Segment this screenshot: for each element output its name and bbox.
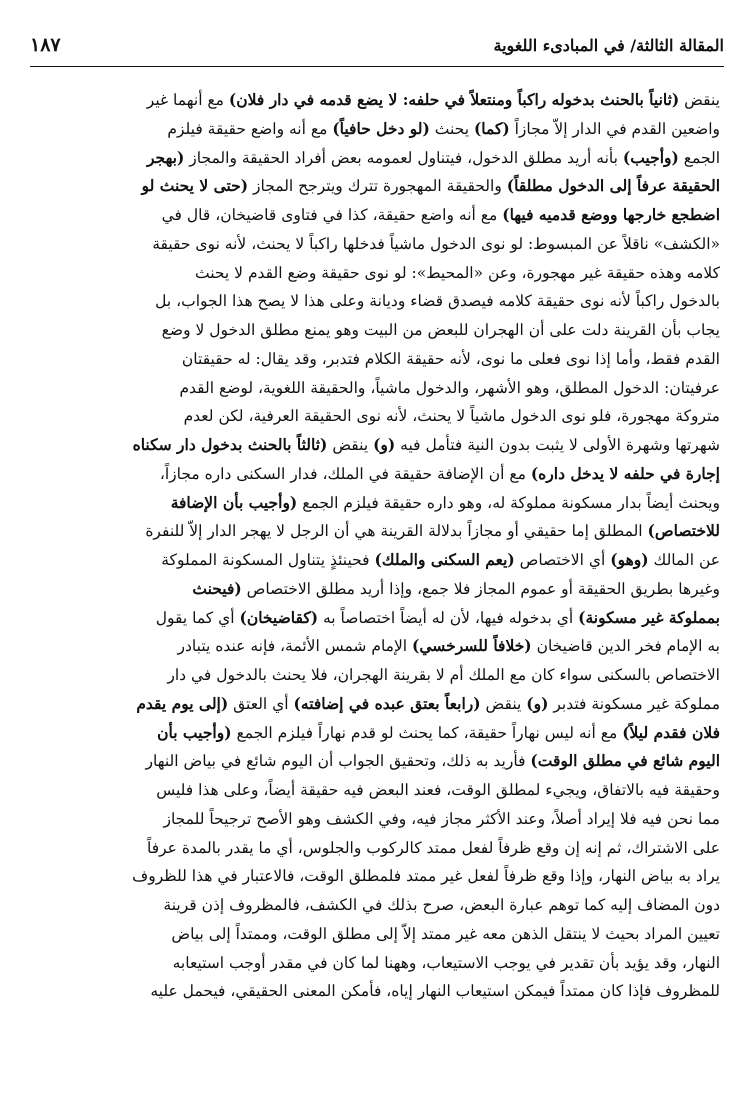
text-line: [33, 489, 720, 518]
bold-matn-text: (و): [526, 693, 549, 713]
text-line: [33, 747, 720, 776]
commentary-text: فحينئذٍ يتناول المسكونة المملوكة: [161, 551, 375, 569]
commentary-text: الاختصاص بالسكنى سواء كان مع الملك أم لا بقرينة الهجران، فلا يحنث بالدخول في دار: [167, 666, 720, 684]
bold-matn-text: (ثالثاً بالحنث بدخول دار سكناه: [132, 435, 328, 454]
commentary-text: ينقض: [679, 91, 720, 109]
commentary-text: أي بدخوله فيها، لأن له أيضاً اختصاصاً به: [318, 608, 579, 627]
commentary-text: القدم فقط، وأما إذا نوى فعلى ما نوى، لأنه حقيقة الكلام فتدبر، وقد يقال: له حقيقتان: [181, 349, 720, 368]
commentary-text: أي الاختصاص: [514, 551, 611, 569]
commentary-text: شهرتها وشهرة الأولى لا يثبت بدون النية فتأمل فيه: [395, 436, 720, 454]
text-line: [33, 172, 720, 201]
page-header: [30, 32, 724, 67]
text-line: [33, 345, 720, 374]
bold-matn-text: للاختصاص): [647, 521, 720, 541]
bold-matn-text: (وأجيب بأن الإضافة: [170, 492, 298, 512]
text-line: [33, 287, 720, 316]
commentary-text: النهار، وقد يؤيد بأن تقدير في يوجب الاستيعاب، وههنا لما كان في مقدر أوجب استيعابه: [172, 953, 720, 972]
bold-matn-text: بمملوكة غير مسكونة): [578, 607, 720, 627]
text-line: [33, 517, 720, 546]
commentary-text: المطلق إما حقيقي أو مجازاً بدلالة القرينة هي أن الرجل لا يهجر الدار إلاّ للنفرة: [145, 522, 648, 541]
text-line: [33, 546, 720, 575]
bold-matn-text: اليوم شائع في مطلق الوقت): [530, 751, 720, 771]
bold-matn-text: فلان فقدم ليلاً): [622, 722, 720, 742]
commentary-text: مع أنه واضع حقيقة فيلزم: [167, 119, 333, 138]
commentary-text: كلامه وهذه حقيقة غير مهجورة، وعن «المحيط»: لو نوى حقيقة وضع القدم لا يحنث: [195, 263, 720, 282]
commentary-text: والحقيقة المهجورة تترك ويترجح المجاز: [248, 177, 507, 196]
text-line: [33, 115, 720, 144]
text-line: [33, 230, 720, 259]
text-line: [33, 575, 720, 604]
commentary-text: يجاب بأن القرينة دلت على أن الهجران للبعض من البيت وهو يمنع مطلق الدخول لا وضع: [161, 321, 720, 339]
commentary-text: مع أنهما غير: [146, 91, 229, 109]
text-line: [33, 661, 720, 690]
commentary-text: به الإمام فخر الدين قاضيخان: [531, 637, 720, 656]
running-head: المقالة الثالثة/ في المبادىء اللغوية: [493, 36, 724, 55]
bold-matn-text: (وأجيب بأن: [157, 722, 232, 742]
commentary-text: مما نحن فيه فلا إيراد أصلاً، وعند الأكثر مجاز فيه، وفي الكشف وهو الأصح ترجيحاً للمجاز: [163, 809, 720, 828]
commentary-text: على الاشتراك، ثم إنه إن وقع ظرفاً لفعل ممتد كالركوب والجلوس، أي ما يقدر بالمدة عرفاً: [146, 838, 720, 857]
commentary-text: دون المضاف إليه كما توهم عبارة البعض، صرح بذلك في الكشف، فالمظروف إذن قرينة: [163, 896, 720, 914]
commentary-text: ويحنث أيضاً بدار مسكونة مملوكة له، وهو داره حقيقة فيلزم الجمع: [297, 493, 720, 512]
text-line: [33, 431, 720, 460]
commentary-text: للمظروف فإذا كان ممتداً فيمكن استيعاب النهار إياه، فأمكن المعنى الحقيقي، فيحمل عليه: [150, 982, 720, 1001]
commentary-text: الإمام شمس الأئمة، فإنه عنده يتبادر: [177, 637, 413, 656]
commentary-text: واضعين القدم في الدار إلاّ مجازاً: [509, 119, 720, 138]
page-number: ١٨٧: [30, 34, 61, 56]
text-line: [33, 862, 720, 891]
bold-matn-text: (فيحنث: [192, 578, 242, 598]
text-line: [33, 920, 720, 949]
commentary-text: عرفيتان: الدخول المطلق، وهو الأشهر، والدخول ماشياً، والحقيقة اللغوية، لوضع القدم: [179, 378, 720, 397]
text-line: [33, 86, 720, 115]
bold-matn-text: (إلى يوم يقدم: [136, 693, 229, 713]
text-line: [33, 604, 720, 633]
bold-matn-text: (لو دخل حافياً): [332, 118, 430, 138]
commentary-text: وحقيقة فيه بالاتفاق، ويجيء لمطلق الوقت، فعند البعض فيه حقيقة أيضاً، وعلى هذا فليس: [156, 781, 720, 799]
commentary-text: وغيرها بطريق الحقيقة أو عموم المجاز فلا جمع، وإذا أريد مطلق الاختصاص: [241, 579, 720, 598]
bold-matn-text: (يعم السكنى والملك): [374, 550, 515, 569]
bold-matn-text: اضطجع خارجها ووضع قدميه فيها): [502, 205, 720, 224]
commentary-text: أي العتق: [228, 694, 294, 713]
bold-matn-text: (وهو): [610, 550, 649, 569]
text-line: [33, 259, 720, 288]
text-line: [33, 690, 720, 719]
bold-matn-text: (و): [373, 435, 396, 454]
text-line: [33, 402, 720, 431]
bold-matn-text: الحقيقة عرفاً إلى الدخول مطلقاً): [506, 176, 720, 196]
commentary-text: ينقض: [480, 694, 527, 713]
text-line: [33, 891, 720, 920]
commentary-text: أي كما يقول: [155, 608, 240, 627]
commentary-text: يراد به بياض النهار، وإذا وقع ظرفاً لفعل غير ممتد فلمطلق الوقت، فالاعتبار في هذا للظروف: [132, 867, 720, 886]
commentary-text: ينقض: [327, 436, 374, 454]
text-line: [33, 949, 720, 978]
bold-matn-text: إجارة في حلفه لا يدخل داره): [530, 463, 720, 483]
text-line: [33, 776, 720, 805]
text-line: [33, 460, 720, 489]
text-line: [33, 144, 720, 173]
text-line: [33, 316, 720, 345]
bold-matn-text: (بهجر: [146, 147, 185, 167]
text-line: [33, 834, 720, 863]
bold-matn-text: (خلافاً للسرخسي): [412, 636, 532, 656]
commentary-text: مع أنه واضع حقيقة، كذا في فتاوى قاضيخان، قال في: [161, 206, 503, 224]
commentary-text: فأريد به ذلك، وتحقيق الجواب أن اليوم شائع في بياض النهار: [145, 752, 531, 771]
text-line: [33, 719, 720, 748]
commentary-text: عن المالك: [648, 551, 720, 569]
text-line: [33, 632, 720, 661]
body-text: [33, 86, 720, 1006]
text-line: [33, 977, 720, 1006]
bold-matn-text: (رابعاً بعتق عبده في إضافته): [293, 693, 481, 713]
commentary-text: بأنه أريد مطلق الدخول، فيتناول لعمومه بعض أفراد الحقيقة والمجاز: [184, 148, 623, 167]
commentary-text: يحنث: [429, 119, 474, 138]
commentary-text: مع أن الإضافة حقيقة في الملك، فدار السكنى داره مجازاً،: [159, 464, 531, 483]
text-line: [33, 805, 720, 834]
bold-matn-text: (ثانياً بالحنث بدخوله راكباً ومنتعلاً في حلفه: لا يضع قدمه في دار فلان): [228, 90, 680, 109]
bold-matn-text: (كما): [473, 118, 510, 138]
bold-matn-text: (وأجيب): [622, 147, 679, 167]
bold-matn-text: (حتى لا يحنث لو: [141, 176, 249, 196]
commentary-text: الجمع: [678, 148, 720, 167]
commentary-text: متروكة مهجورة، فلو نوى الدخول ماشياً لا يحنث، لأنه نوى الحقيقة العرفية، لكن لعدم: [183, 407, 720, 426]
commentary-text: «الكشف» ناقلاً عن المبسوط: لو نوى الدخول ماشياً فدخلها راكباً لا يحنث، لأنه نوى حقيقة: [152, 234, 720, 253]
commentary-text: مع أنه ليس نهاراً حقيقة، كما يحنث لو قدم نهاراً فيلزم الجمع: [231, 723, 623, 742]
bold-matn-text: (كقاضيخان): [239, 607, 319, 627]
text-line: [33, 374, 720, 403]
commentary-text: مملوكة غير مسكونة فتدبر: [548, 694, 720, 713]
text-line: [33, 201, 720, 230]
commentary-text: بالدخول راكباً لأنه نوى حقيقة كلامه فيصدق قضاء وديانة وعلى هذا لا يصح هذا الجواب، بل: [155, 292, 720, 311]
commentary-text: تعيين المراد بحيث لا ينتقل الذهن معه غير ممتد إلاّ إلى مطلق الوقت، وممتداً إلى بياض: [171, 924, 720, 943]
